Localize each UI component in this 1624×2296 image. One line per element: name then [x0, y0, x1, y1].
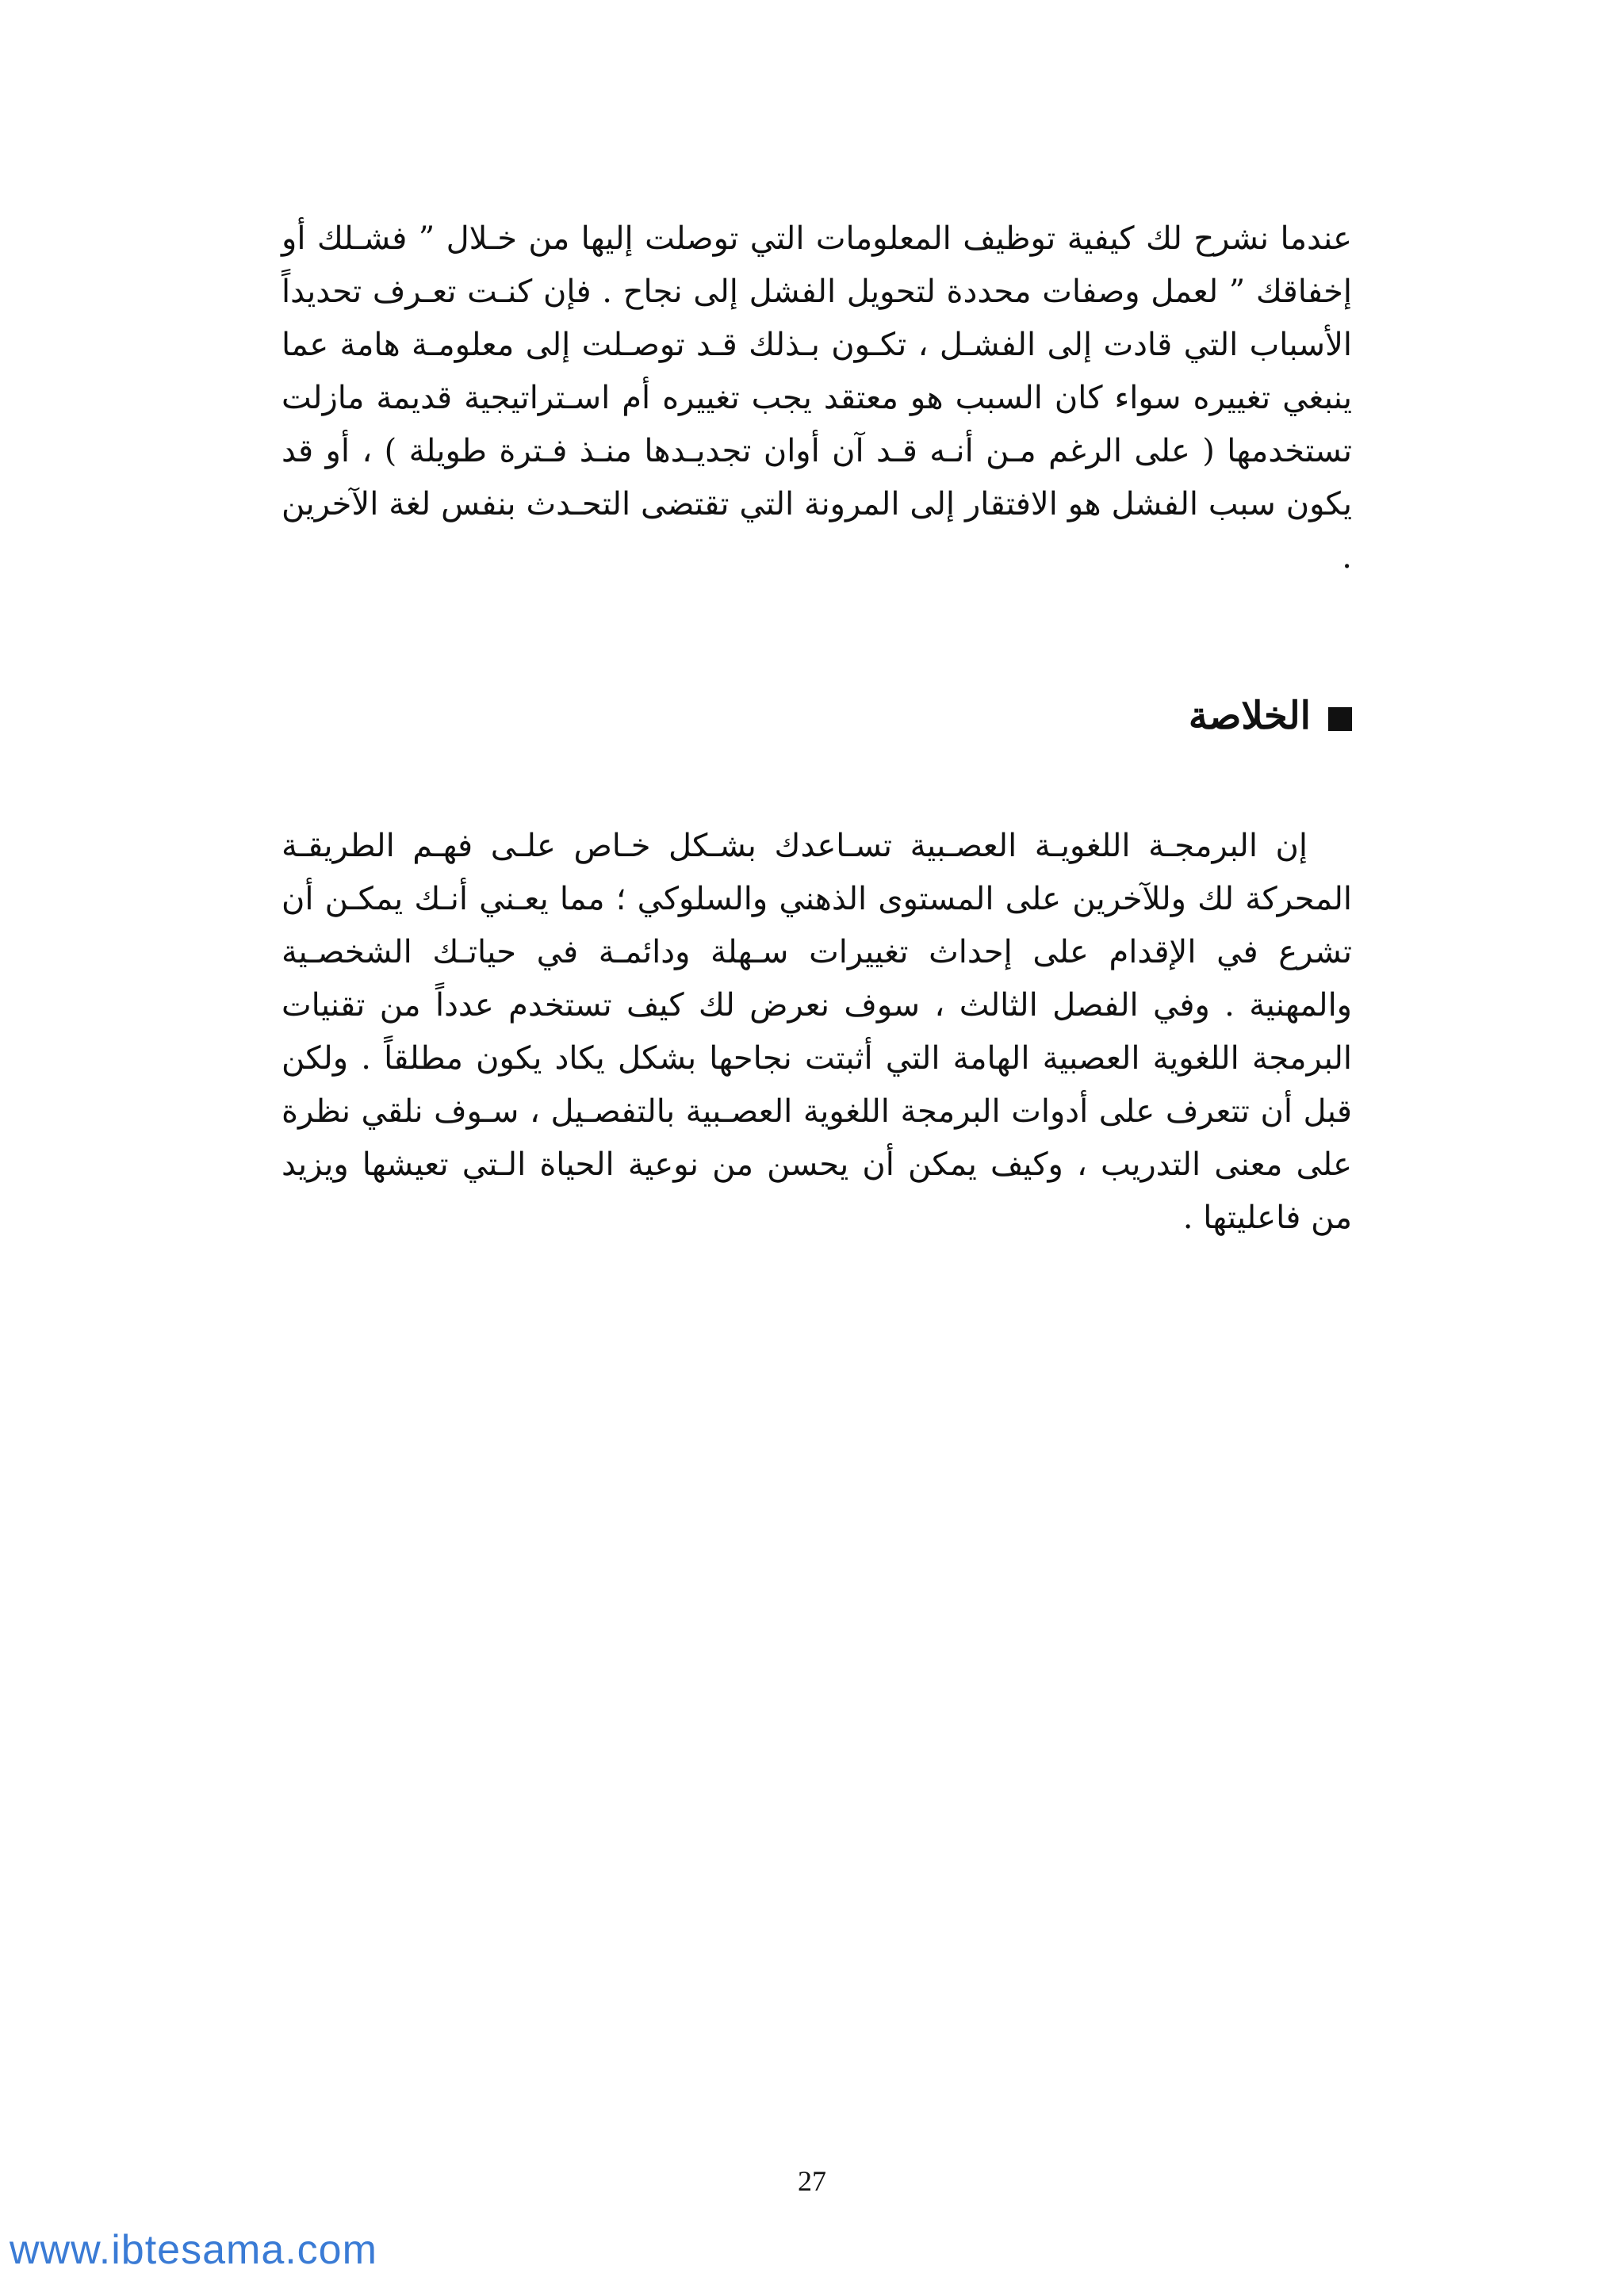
body-paragraph-2: إن البرمجـة اللغويـة العصـبية تسـاعدك بشـكل خـاص علـى فهـم الطريقـة المحركة لك وللآخرين على المستوى الذهني والسلوكي ؛ مما يعـني أنـك يمكـن أن تشرع في الإقدام على إحداث تغييرات سـهلة ودائمـة في حياتـك الشخصـية والمهنية . وفي الفصل الثالث ، سوف نعرض لك كيف تستخدم عدداً من تقنيات البرمجة اللغوية العصبية الهامة التي أثبتت نجاحها بشكل يكاد يكون مطلقاً . ولكن قبل أن تتعرف على أدوات البرمجة اللغوية العصـبية بالتفصـيل ، سـوف نلقي نظرة على معنى التدريب ، وكيف يمكن أن يحسن من نوعية الحياة الـتي تعيشها ويزيد من فاعليتها .	[282, 828, 1352, 1236]
page-number: 27	[798, 2165, 826, 2197]
section-heading-text: الخلاصة	[1188, 694, 1311, 738]
black-square-icon	[1328, 707, 1352, 731]
section-heading	[1189, 694, 1352, 738]
footer-website-link[interactable]: www.ibtesama.com	[10, 2227, 377, 2273]
body-paragraph-1: عندما نشرح لك كيفية توظيف المعلومات التي توصلت إليها من خـلال ” فشـلك أو إخفاقك ” لعمل وصفات محددة لتحويل الفشل إلى نجاح . فإن كنـت تعـرف تحديداً الأسباب التي قادت إلى الفشـل ، تكـون بـذلك قـد توصـلت إلى معلومـة هامة عما ينبغي تغييره سواء كان السبب هو معتقد يجب تغييره أم اسـتراتيجية قديمة مازلت تستخدمها ( على الرغم مـن أنـه قـد آن أوان تجديـدها منـذ فـترة طويلة ) ، أو قد يكون سبب الفشل هو الافتقار إلى المرونة التي تقتضى التحـدث بنفس لغة الآخرين .	[282, 220, 1352, 576]
